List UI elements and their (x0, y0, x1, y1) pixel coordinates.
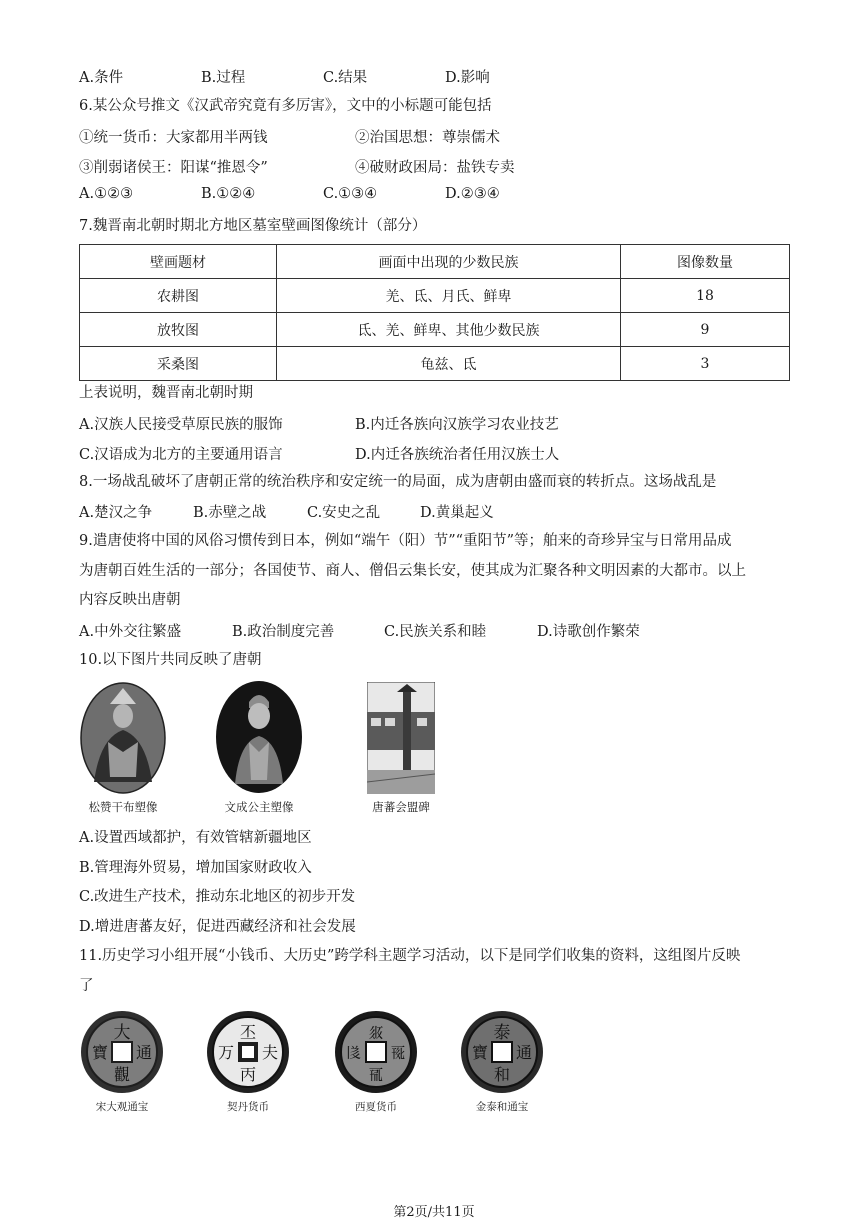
table-cell: 18 (621, 279, 790, 313)
q11-line-2: 了 (79, 978, 94, 994)
coin-char-left: 寶 (91, 1043, 109, 1062)
caption-alliance-stele: 唐蕃会盟碑 (372, 800, 430, 814)
table-cell: 9 (621, 313, 790, 347)
coin-char-right: 通 (515, 1043, 533, 1062)
q8-option-a: A.楚汉之争 (79, 505, 153, 521)
mural-statistics-table (79, 244, 790, 381)
q8-option-d: D.黄巢起义 (420, 505, 494, 521)
caption-khitan-coin: 契丹货币 (227, 1101, 269, 1113)
caption-western-xia-coin: 西夏货币 (355, 1101, 397, 1113)
q9-option-c: C.民族关系和睦 (384, 624, 487, 640)
coin-char-top: 大 (113, 1023, 131, 1043)
q11-line-1: 11.历史学习小组开展“小钱币、大历史”跨学科主题学习活动，以下是同学们收集的资料，这组图片反映 (79, 948, 741, 964)
coin-char-top: 泰 (493, 1023, 511, 1043)
table-header-cell: 图像数量 (621, 245, 790, 279)
coin-char-bottom: 觀 (113, 1065, 131, 1084)
coin-char-left: 𗁅 (346, 1044, 362, 1062)
q9-option-d: D.诗歌创作繁荣 (537, 624, 640, 640)
q10-option-c: C.改进生产技术，推动东北地区的初步开发 (79, 889, 356, 905)
khitan-coin-image (206, 1010, 290, 1094)
caption-songtsen-gampo: 松赞干布塑像 (88, 800, 158, 814)
q7-option-a: A.汉族人民接受草原民族的服饰 (79, 417, 283, 433)
q5-option-c: C.结果 (323, 70, 368, 86)
q6-item-1: ①统一货币：大家都用半两钱 (79, 130, 268, 146)
table-row (80, 279, 790, 313)
caption-jin-coin: 金泰和通宝 (475, 1101, 529, 1113)
q10-option-a: A.设置西域都护，有效管辖新疆地区 (79, 830, 312, 846)
q5-option-d: D.影响 (445, 70, 490, 86)
table-row (80, 313, 790, 347)
jin-taihe-coin-image (460, 1010, 544, 1094)
q5-option-a: A.条件 (79, 70, 124, 86)
q10-stem: 10.以下图片共同反映了唐朝 (79, 652, 262, 668)
coin-char-right: 夫 (261, 1043, 279, 1062)
table-cell: 羌、氐、月氏、鲜卑 (277, 279, 621, 313)
coin-char-right: 通 (135, 1043, 153, 1062)
q7-after-text: 上表说明，魏晋南北朝时期 (79, 385, 253, 401)
q10-option-b: B.管理海外贸易，增加国家财政收入 (79, 860, 312, 876)
q8-stem: 8.一场战乱破坏了唐朝正常的统治秩序和安定统一的局面，成为唐朝由盛而衰的转折点。这场战乱是 (79, 474, 717, 490)
q7-option-d: D.内迁各族统治者任用汉族士人 (355, 447, 560, 463)
coin-char-left: 寶 (471, 1043, 489, 1062)
coin-char-top: 𗼇 (368, 1024, 384, 1042)
q9-line-2: 为唐朝百姓生活的一部分；各国使节、商人、僧侣云集长安，使其成为汇聚各种文明因素的大都市。以上 (79, 563, 746, 579)
q7-option-b: B.内迁各族向汉族学习农业技艺 (355, 417, 559, 433)
coin-char-top: 丕 (239, 1023, 257, 1042)
q8-option-b: B.赤壁之战 (193, 505, 267, 521)
western-xia-coin-image (334, 1010, 418, 1094)
q6-item-3: ③削弱诸侯王：阳谋“推恩令” (79, 160, 268, 176)
caption-song-coin: 宋大观通宝 (95, 1101, 149, 1113)
coin-char-bottom: 和 (493, 1065, 511, 1084)
q8-option-c: C.安史之乱 (307, 505, 381, 521)
page-number-footer: 第2页/共11页 (393, 1205, 475, 1220)
q7-stem: 7.魏晋南北朝时期北方地区墓室壁画图像统计（部分） (79, 218, 427, 234)
q7-option-c: C.汉语成为北方的主要通用语言 (79, 447, 283, 463)
tang-tibet-alliance-stele-image (367, 682, 435, 794)
q5-option-b: B.过程 (201, 70, 246, 86)
table-header-cell: 壁画题材 (80, 245, 277, 279)
q6-option-b: B.①②④ (201, 186, 256, 202)
q6-option-c: C.①③④ (323, 186, 378, 202)
table-cell: 放牧图 (80, 313, 277, 347)
table-header-cell: 画面中出现的少数民族 (277, 245, 621, 279)
q9-line-1: 9.遣唐使将中国的风俗习惯传到日本，例如“端午（阳）节”“重阳节”等；舶来的奇珍异宝与日常用品成 (79, 533, 732, 549)
song-daguan-coin-image (80, 1010, 164, 1094)
table-header-row (80, 245, 790, 279)
coin-char-bottom: 丙 (239, 1065, 257, 1084)
q6-item-2: ②治国思想：尊崇儒术 (355, 130, 500, 146)
coin-char-bottom: 𗀋 (368, 1066, 384, 1084)
q6-option-a: A.①②③ (79, 186, 134, 202)
princess-wencheng-statue-image (215, 680, 303, 795)
q9-line-3: 内容反映出唐朝 (79, 592, 181, 608)
q6-item-4: ④破财政困局：盐铁专卖 (355, 160, 515, 176)
table-cell: 龟兹、氐 (277, 347, 621, 381)
q10-option-d: D.增进唐蕃友好，促进西藏经济和社会发展 (79, 919, 356, 935)
table-cell: 氐、羌、鲜卑、其他少数民族 (277, 313, 621, 347)
q9-option-b: B.政治制度完善 (232, 624, 335, 640)
table-cell: 农耕图 (80, 279, 277, 313)
table-row (80, 347, 790, 381)
coin-char-left: 万 (217, 1043, 235, 1062)
q9-option-a: A.中外交往繁盛 (79, 624, 182, 640)
q6-option-d: D.②③④ (445, 186, 500, 202)
table-cell: 采桑图 (80, 347, 277, 381)
coin-char-right: 𗀔 (390, 1044, 406, 1062)
table-cell: 3 (621, 347, 790, 381)
songtsen-gampo-statue-image (80, 682, 166, 794)
q6-stem: 6.某公众号推文《汉武帝究竟有多厉害》，文中的小标题可能包括 (79, 98, 492, 114)
caption-princess-wencheng: 文成公主塑像 (224, 800, 294, 814)
